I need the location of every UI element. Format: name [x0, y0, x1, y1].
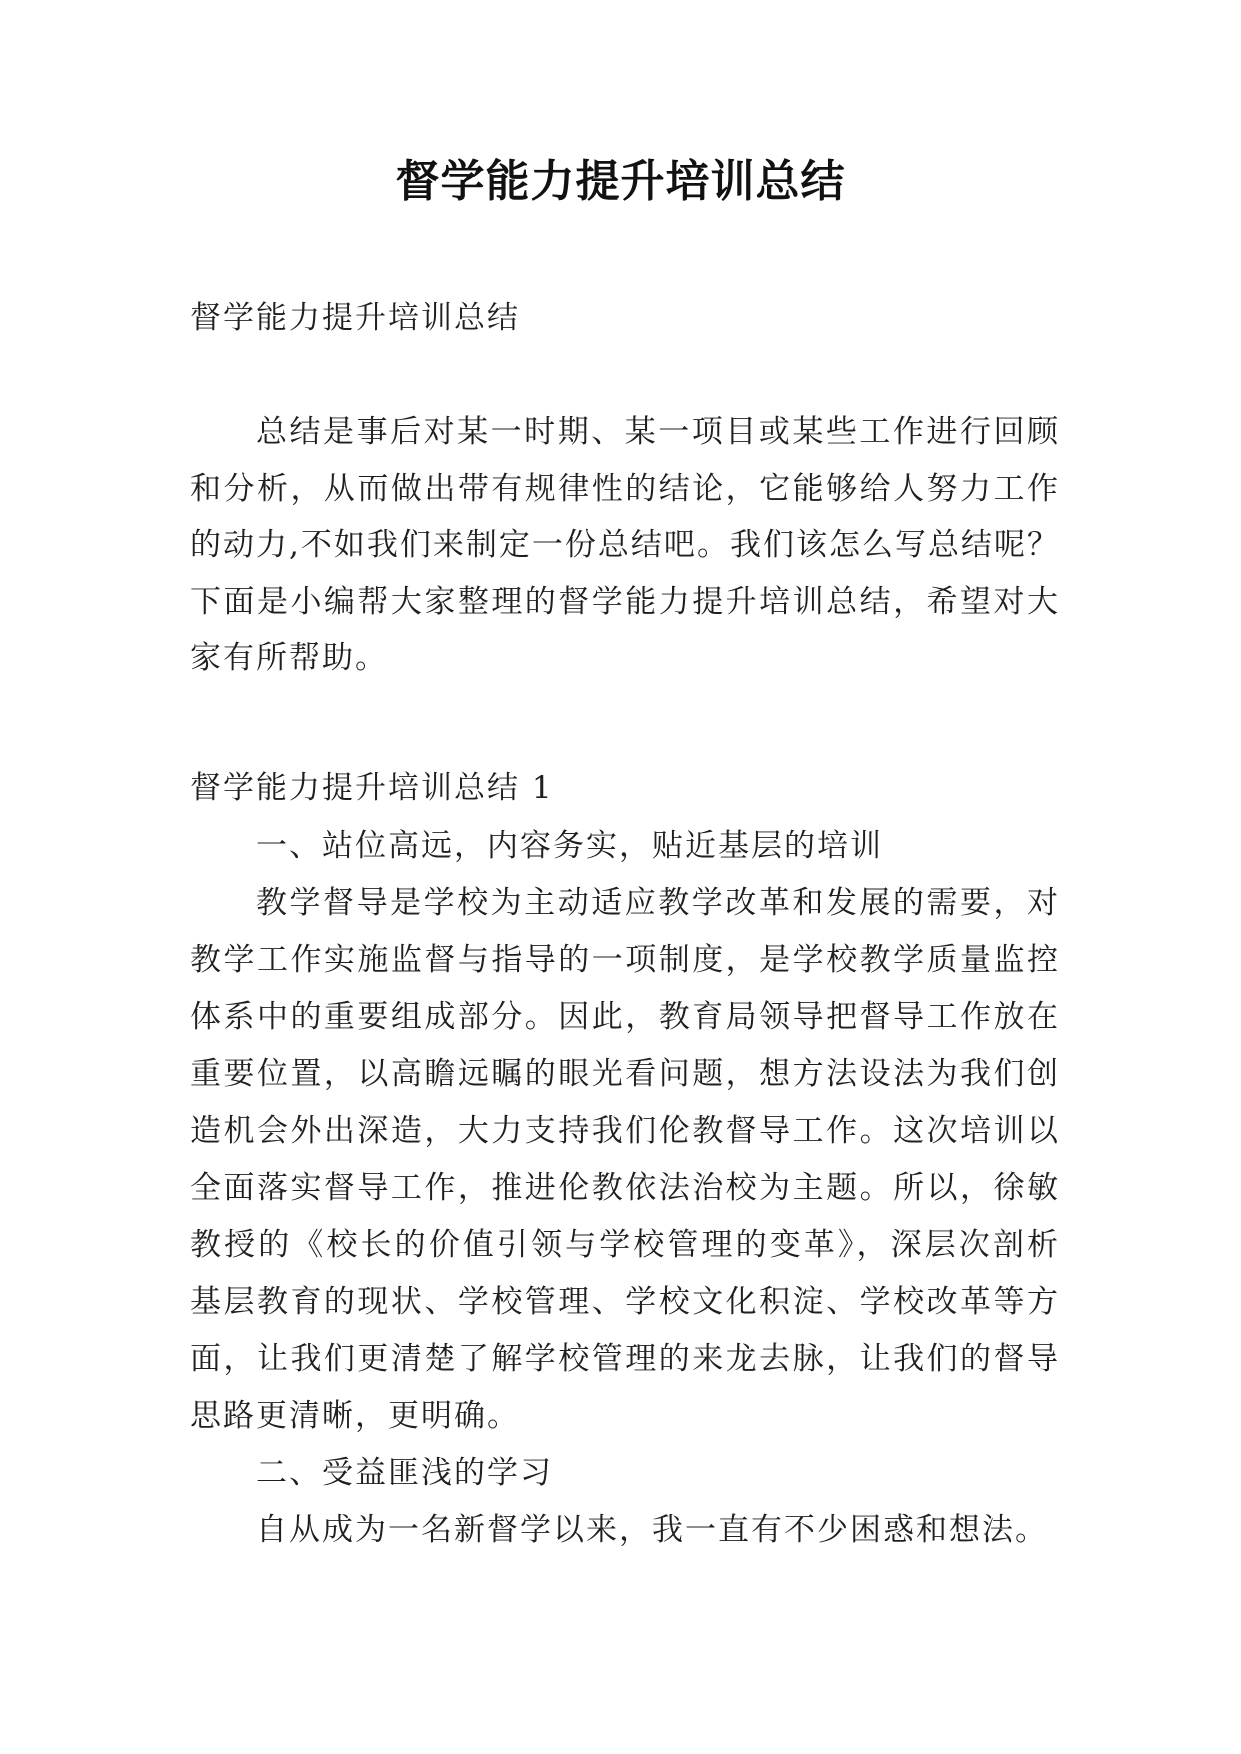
- section-title: 督学能力提升培训总结 1: [190, 770, 554, 806]
- intro-paragraph: 总结是事后对某一时期、某一项目或某些工作进行回顾和分析，从而做出带有规律性的结论，它能够给人努力工作的动力,不如我们来制定一份总结吧。我们该怎么写总结呢？下面是小编帮大家整理的督学能力提升培训总结，希望对大家有所帮助。: [190, 414, 1060, 676]
- page-title: 督学能力提升培训总结: [395, 156, 846, 207]
- heading-two: 二、受益匪浅的学习: [256, 1455, 553, 1491]
- document-subtitle: 督学能力提升培训总结: [190, 300, 520, 336]
- body-paragraph-three: 自从成为一名新督学以来，我一直有不少困惑和想法。: [256, 1512, 1048, 1548]
- section-body: [190, 818, 1060, 1559]
- body-paragraph-two: 教学督导是学校为主动适应教学改革和发展的需要，对教学工作实施监督与指导的一项制度，是学校教学质量监控体系中的重要组成部分。因此，教育局领导把督导工作放在重要位置，以高瞻远瞩的眼光看问题，想方法设法为我们创造机会外出深造，大力支持我们伦教督导工作。这次培训以全面落实督导工作，推进伦教依法治校为主题。所以，徐敏教授的《校长的价值引领与学校管理的变革》，深层次剖析基层教育的现状、学校管理、学校文化积淀、学校改革等方面，让我们更清楚了解学校管理的来龙去脉，让我们的督导思路更清晰，更明确。: [190, 885, 1060, 1434]
- heading-one: 一、站位高远，内容务实，贴近基层的培训: [256, 828, 883, 864]
